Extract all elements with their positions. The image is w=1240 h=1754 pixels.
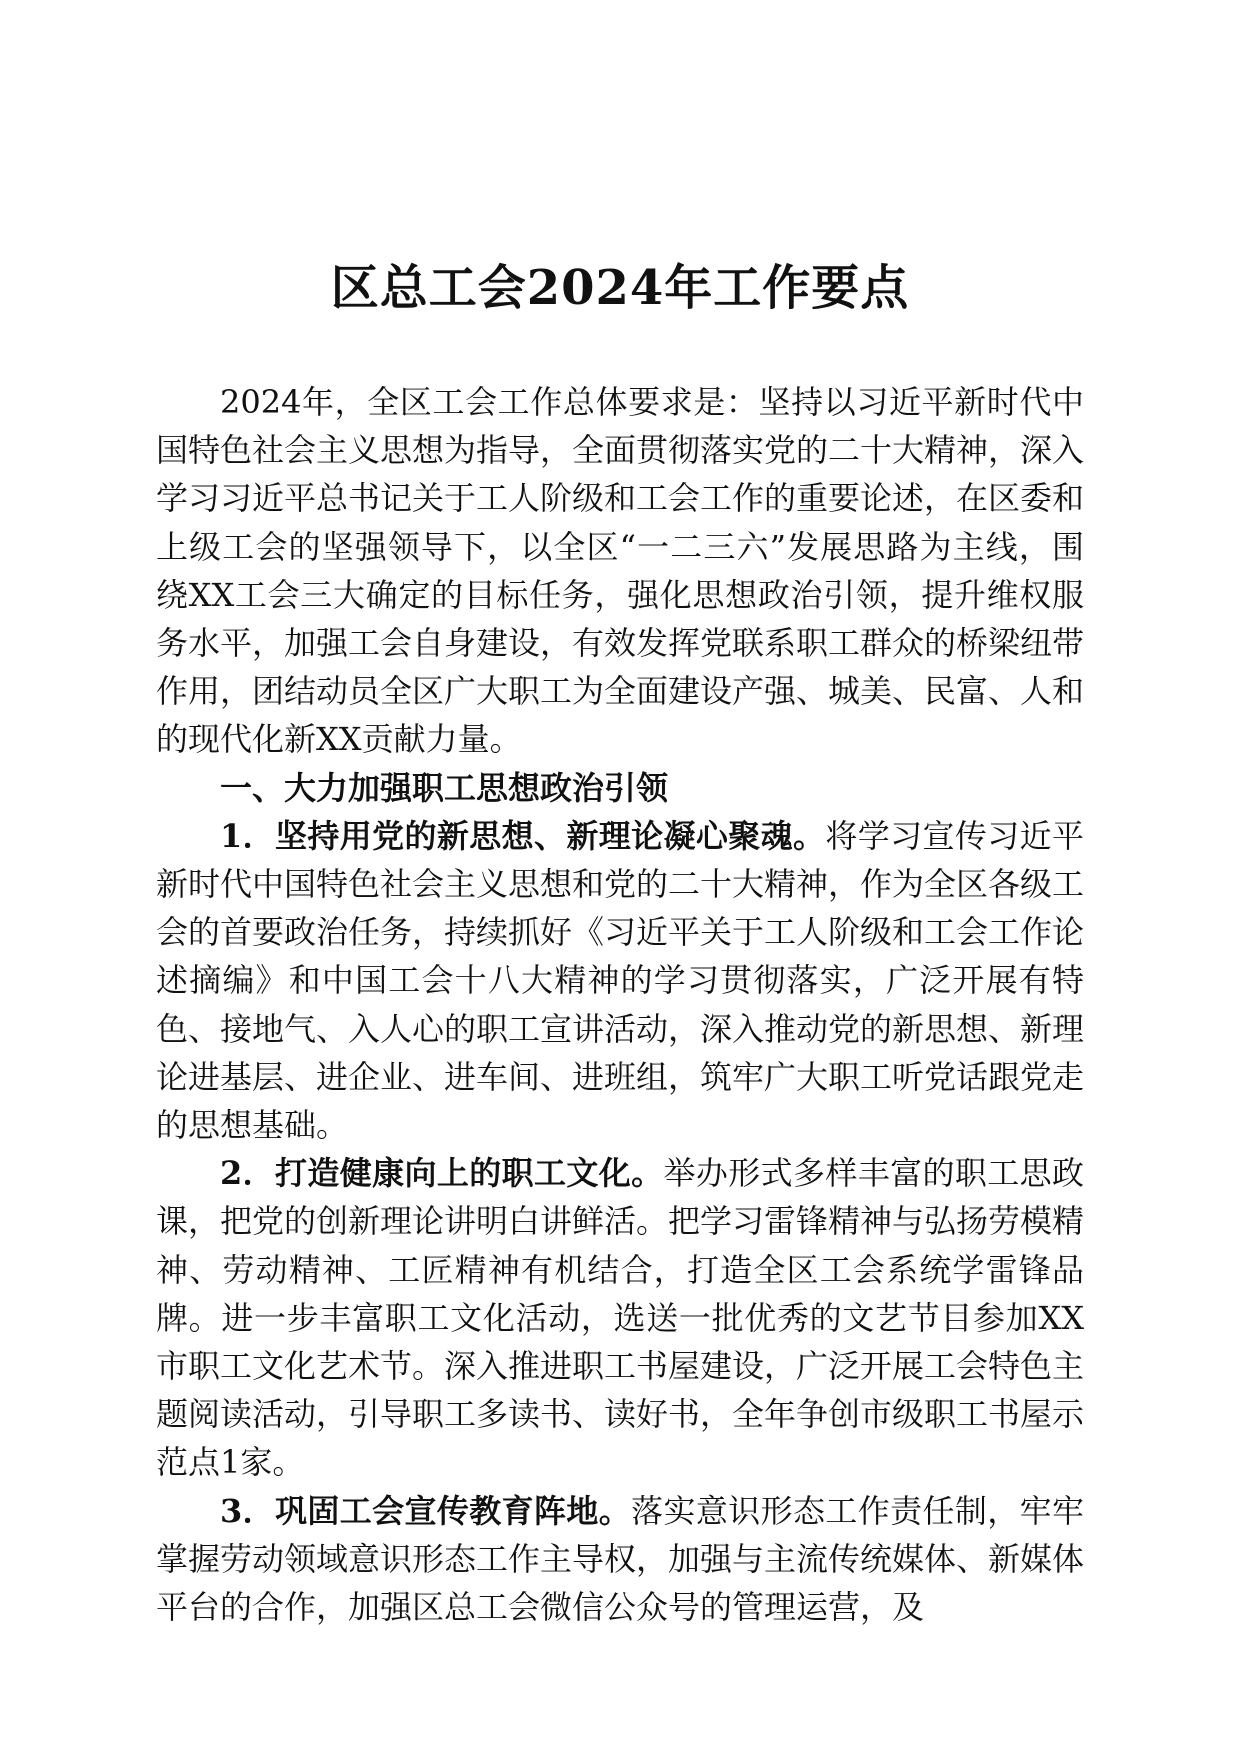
item-text-1: 将学习宣传习近平新时代中国特色社会主义思想和党的二十大精神，作为全区各级工会的首要政治任务，持续抓好《习近平关于工人阶级和工会工作论述摘编》和中国工会十八大精神的学习贯彻落实，广泛开展有特色、接地气、入人心的职工宣讲活动，深入推动党的新思想、新理论进基层、进企业、进车间、进班组，筑牢广大职工听党话跟党走的思想基础。	[156, 816, 1085, 1145]
item-text-2: 举办形式多样丰富的职工思政课，把党的创新理论讲明白讲鲜活。把学习雷锋精神与弘扬劳模精神、劳动精神、工匠精神有机结合，打造全区工会系统学雷锋品牌。进一步丰富职工文化活动，选送一批优秀的文艺节目参加XX市职工文化艺术节。深入推进职工书屋建设，广泛开展工会特色主题阅读活动，引导职工多读书、读好书，全年争创市级职工书屋示范点1家。	[156, 1154, 1085, 1482]
item-text-3: 落实意识形态工作责任制，牢牢掌握劳动领域意识形态工作主导权，加强与主流传统媒体、新媒体平台的合作，加强区总工会微信公众号的管理运营，及	[156, 1491, 1085, 1627]
item-paragraph-3	[156, 1487, 1084, 1632]
item-paragraph-2	[156, 1149, 1084, 1486]
item-lead-2: 2．打造健康向上的职工文化。	[220, 1154, 664, 1193]
document-title: 区总工会2024年工作要点	[330, 260, 910, 316]
section-heading-1: 一、大力加强职工思想政治引领	[220, 768, 669, 807]
item-lead-1: 1．坚持用党的新思想、新理论凝心聚魂。	[220, 816, 826, 855]
intro-paragraph: 2024年，全区工会工作总体要求是：坚持以习近平新时代中国特色社会主义思想为指导，全面贯彻落实党的二十大精神，深入学习习近平总书记关于工人阶级和工会工作的重要论述，在区委和上级工会的坚强领导下，以全区“一二三六”发展思路为主线，围绕XX工会三大确定的目标任务，强化思想政治引领，提升维权服务水平，加强工会自身建设，有效发挥党联系职工群众的桥梁纽带作用，团结动员全区广大职工为全面建设产强、城美、民富、人和的现代化新XX贡献力量。	[156, 383, 1085, 759]
item-lead-3: 3．巩固工会宣传教育阵地。	[220, 1491, 632, 1530]
item-paragraph-1	[156, 812, 1084, 1149]
document-body	[156, 378, 1084, 1631]
